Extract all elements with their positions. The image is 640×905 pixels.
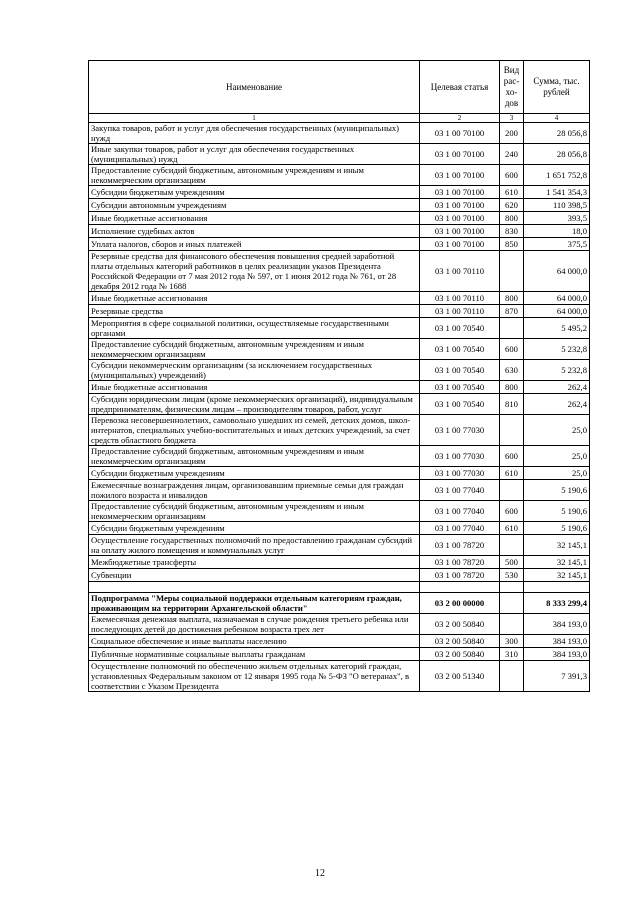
row-name: Субсидии бюджетным учреждениям <box>89 522 420 535</box>
table-row <box>89 238 590 251</box>
table-row <box>89 360 590 381</box>
budget-sheet <box>88 60 589 692</box>
row-name: Ежемесячные вознаграждения лицам, организовавшим приемные семьи для граждан пожилого возраста и инвалидов <box>89 480 420 501</box>
row-expense-type <box>500 582 524 593</box>
table-row <box>89 292 590 305</box>
table-row <box>89 212 590 225</box>
row-expense-type: 610 <box>500 522 524 535</box>
row-target-article: 03 2 00 50840 <box>420 635 500 648</box>
table-row <box>89 415 590 446</box>
table-row <box>89 339 590 360</box>
row-name: Предоставление субсидий бюджетным, автономным учреждениям и иным некоммерческим организациям <box>89 339 420 360</box>
row-name: Иные бюджетные ассигнования <box>89 381 420 394</box>
row-expense-type: 630 <box>500 360 524 381</box>
row-expense-type <box>500 661 524 692</box>
row-expense-type <box>500 251 524 292</box>
table-row <box>89 648 590 661</box>
header-row <box>89 61 590 114</box>
row-target-article: 03 1 00 78720 <box>420 569 500 582</box>
row-target-article: 03 1 00 77040 <box>420 480 500 501</box>
row-expense-type: 620 <box>500 199 524 212</box>
row-sum: 64 000,0 <box>524 305 590 318</box>
table-row <box>89 614 590 635</box>
row-name: Предоставление субсидий бюджетным, автономным учреждениям и иным некоммерческим организациям <box>89 446 420 467</box>
row-name: Субсидии некоммерческим организациям (за исключением государственных (муниципальных) учреждений) <box>89 360 420 381</box>
row-name: Субсидии бюджетным учреждениям <box>89 467 420 480</box>
row-name: Публичные нормативные социальные выплаты гражданам <box>89 648 420 661</box>
row-name: Субсидии автономным учреждениям <box>89 199 420 212</box>
row-expense-type <box>500 318 524 339</box>
row-expense-type: 200 <box>500 123 524 144</box>
table-row <box>89 446 590 467</box>
table-row <box>89 123 590 144</box>
row-name: Иные бюджетные ассигнования <box>89 292 420 305</box>
row-target-article: 03 2 00 00000 <box>420 593 500 614</box>
column-number: 2 <box>420 114 500 123</box>
row-sum: 1 541 354,3 <box>524 186 590 199</box>
table-body <box>89 123 590 692</box>
table-row <box>89 394 590 415</box>
row-target-article: 03 1 00 70100 <box>420 238 500 251</box>
row-sum: 32 145,1 <box>524 569 590 582</box>
header-expense-type: Вид рас-хо-дов <box>500 61 524 114</box>
row-target-article: 03 2 00 51340 <box>420 661 500 692</box>
row-sum: 384 193,0 <box>524 614 590 635</box>
row-target-article: 03 2 00 50840 <box>420 648 500 661</box>
row-name: Резервные средства для финансового обеспечения повышения средней заработной платы отдельных категорий работников в целях реализации указов Президента Российской Федерации от 7 мая 2012 года № 597, от 1 июня 2012 года № 761, от 28 декабря 2012 года № 1688 <box>89 251 420 292</box>
table-row <box>89 556 590 569</box>
row-target-article: 03 1 00 77040 <box>420 501 500 522</box>
row-target-article: 03 1 00 77030 <box>420 446 500 467</box>
row-expense-type <box>500 535 524 556</box>
row-sum: 262,4 <box>524 394 590 415</box>
row-target-article: 03 1 00 70100 <box>420 225 500 238</box>
row-expense-type: 800 <box>500 292 524 305</box>
row-name: Подпрограмма "Меры социальной поддержки отдельным категориям граждан, проживающим на территории Архангельской области" <box>89 593 420 614</box>
row-target-article: 03 1 00 77030 <box>420 467 500 480</box>
row-target-article: 03 1 00 77030 <box>420 415 500 446</box>
row-target-article: 03 1 00 70110 <box>420 292 500 305</box>
row-name: Перевозка несовершеннолетних, самовольно ушедших из семей, детских домов, школ-интернатов, специальных учебно-воспитательных и иных детских учреждений, за счет средств областного бюджета <box>89 415 420 446</box>
row-sum: 1 651 752,8 <box>524 165 590 186</box>
row-sum: 5 232,8 <box>524 339 590 360</box>
row-name: Ежемесячная денежная выплата, назначаемая в случае рождения третьего ребенка или последующих детей до достижения ребенком возраста трех лет <box>89 614 420 635</box>
header-target-article: Целевая статья <box>420 61 500 114</box>
column-number: 1 <box>89 114 420 123</box>
row-target-article: 03 2 00 50840 <box>420 614 500 635</box>
row-target-article: 03 1 00 70110 <box>420 305 500 318</box>
row-expense-type <box>500 415 524 446</box>
row-sum: 28 056,8 <box>524 123 590 144</box>
row-name: Осуществление полномочий по обеспечению жильем отдельных категорий граждан, установленных Федеральным законом от 12 января 1995 года № 5-ФЗ "О ветеранах", в соответствии с Указом Президента <box>89 661 420 692</box>
row-target-article: 03 1 00 70100 <box>420 123 500 144</box>
row-expense-type: 610 <box>500 186 524 199</box>
row-sum: 32 145,1 <box>524 535 590 556</box>
row-sum: 384 193,0 <box>524 648 590 661</box>
row-name <box>89 582 420 593</box>
row-sum: 5 190,6 <box>524 522 590 535</box>
table-row <box>89 199 590 212</box>
column-number: 3 <box>500 114 524 123</box>
row-name: Осуществление государственных полномочий по предоставлению гражданам субсидий на оплату жилого помещения и коммунальных услуг <box>89 535 420 556</box>
row-sum: 5 190,6 <box>524 501 590 522</box>
row-name: Социальное обеспечение и иные выплаты населению <box>89 635 420 648</box>
row-target-article: 03 1 00 70100 <box>420 212 500 225</box>
row-name: Субсидии бюджетным учреждениям <box>89 186 420 199</box>
row-sum <box>524 582 590 593</box>
row-expense-type: 600 <box>500 501 524 522</box>
row-sum: 28 056,8 <box>524 144 590 165</box>
column-number: 4 <box>524 114 590 123</box>
row-sum: 25,0 <box>524 446 590 467</box>
table-row <box>89 467 590 480</box>
row-sum: 110 398,5 <box>524 199 590 212</box>
header-name: Наименование <box>89 61 420 114</box>
row-target-article: 03 1 00 70540 <box>420 394 500 415</box>
table-row <box>89 251 590 292</box>
table-row <box>89 318 590 339</box>
row-expense-type: 800 <box>500 381 524 394</box>
table-row <box>89 144 590 165</box>
budget-table <box>88 60 590 692</box>
table-row <box>89 186 590 199</box>
row-expense-type: 600 <box>500 339 524 360</box>
table-row <box>89 480 590 501</box>
row-expense-type: 500 <box>500 556 524 569</box>
row-expense-type: 610 <box>500 467 524 480</box>
row-target-article: 03 1 00 70540 <box>420 381 500 394</box>
row-target-article: 03 1 00 70110 <box>420 251 500 292</box>
column-number-row <box>89 114 590 123</box>
table-row <box>89 569 590 582</box>
row-expense-type: 310 <box>500 648 524 661</box>
row-name: Мероприятия в сфере социальной политики, осуществляемые государственными органами <box>89 318 420 339</box>
row-sum: 64 000,0 <box>524 251 590 292</box>
table-row <box>89 501 590 522</box>
header-sum: Сумма, тыс. рублей <box>524 61 590 114</box>
row-name: Субсидии юридическим лицам (кроме некоммерческих организаций), индивидуальным предпринимателям, физическим лицам – производителям товаров, работ, услуг <box>89 394 420 415</box>
page-number: 12 <box>315 868 325 879</box>
row-sum: 393,5 <box>524 212 590 225</box>
row-sum: 384 193,0 <box>524 635 590 648</box>
row-sum: 25,0 <box>524 415 590 446</box>
row-target-article: 03 1 00 70540 <box>420 318 500 339</box>
table-row <box>89 225 590 238</box>
table-row <box>89 381 590 394</box>
row-target-article: 03 1 00 78720 <box>420 556 500 569</box>
row-name: Исполнение судебных актов <box>89 225 420 238</box>
table-row <box>89 165 590 186</box>
row-name: Резервные средства <box>89 305 420 318</box>
row-name: Закупка товаров, работ и услуг для обеспечения государственных (муниципальных) нужд <box>89 123 420 144</box>
subprogram-row <box>89 593 590 614</box>
table-row <box>89 635 590 648</box>
row-target-article: 03 1 00 70100 <box>420 199 500 212</box>
row-expense-type: 600 <box>500 446 524 467</box>
row-name: Уплата налогов, сборов и иных платежей <box>89 238 420 251</box>
row-expense-type: 530 <box>500 569 524 582</box>
row-sum: 32 145,1 <box>524 556 590 569</box>
row-target-article: 03 1 00 77040 <box>420 522 500 535</box>
row-expense-type <box>500 614 524 635</box>
row-name: Иные бюджетные ассигнования <box>89 212 420 225</box>
row-sum: 5 190,6 <box>524 480 590 501</box>
row-target-article: 03 1 00 70100 <box>420 144 500 165</box>
row-sum: 7 391,3 <box>524 661 590 692</box>
row-expense-type: 850 <box>500 238 524 251</box>
row-expense-type: 600 <box>500 165 524 186</box>
row-expense-type: 800 <box>500 212 524 225</box>
table-row <box>89 305 590 318</box>
row-sum: 64 000,0 <box>524 292 590 305</box>
table-row <box>89 522 590 535</box>
row-target-article: 03 1 00 70540 <box>420 339 500 360</box>
row-expense-type: 870 <box>500 305 524 318</box>
row-sum: 5 495,2 <box>524 318 590 339</box>
row-target-article: 03 1 00 70100 <box>420 186 500 199</box>
row-name: Межбюджетные трансферты <box>89 556 420 569</box>
row-expense-type <box>500 593 524 614</box>
row-target-article: 03 1 00 70100 <box>420 165 500 186</box>
row-sum: 262,4 <box>524 381 590 394</box>
row-name: Субвенции <box>89 569 420 582</box>
table-row <box>89 661 590 692</box>
row-expense-type: 300 <box>500 635 524 648</box>
table-row <box>89 535 590 556</box>
row-target-article: 03 1 00 70540 <box>420 360 500 381</box>
row-sum: 5 232,8 <box>524 360 590 381</box>
row-sum: 8 333 299,4 <box>524 593 590 614</box>
spacer-row <box>89 582 590 593</box>
row-expense-type: 240 <box>500 144 524 165</box>
row-name: Предоставление субсидий бюджетным, автономным учреждениям и иным некоммерческим организациям <box>89 501 420 522</box>
row-expense-type <box>500 480 524 501</box>
row-expense-type: 810 <box>500 394 524 415</box>
row-sum: 18,0 <box>524 225 590 238</box>
row-expense-type: 830 <box>500 225 524 238</box>
row-name: Предоставление субсидий бюджетным, автономным учреждениям и иным некоммерческим организациям <box>89 165 420 186</box>
row-sum: 25,0 <box>524 467 590 480</box>
row-target-article: 03 1 00 78720 <box>420 535 500 556</box>
row-sum: 375,5 <box>524 238 590 251</box>
row-target-article <box>420 582 500 593</box>
row-name: Иные закупки товаров, работ и услуг для обеспечения государственных (муниципальных) нужд <box>89 144 420 165</box>
